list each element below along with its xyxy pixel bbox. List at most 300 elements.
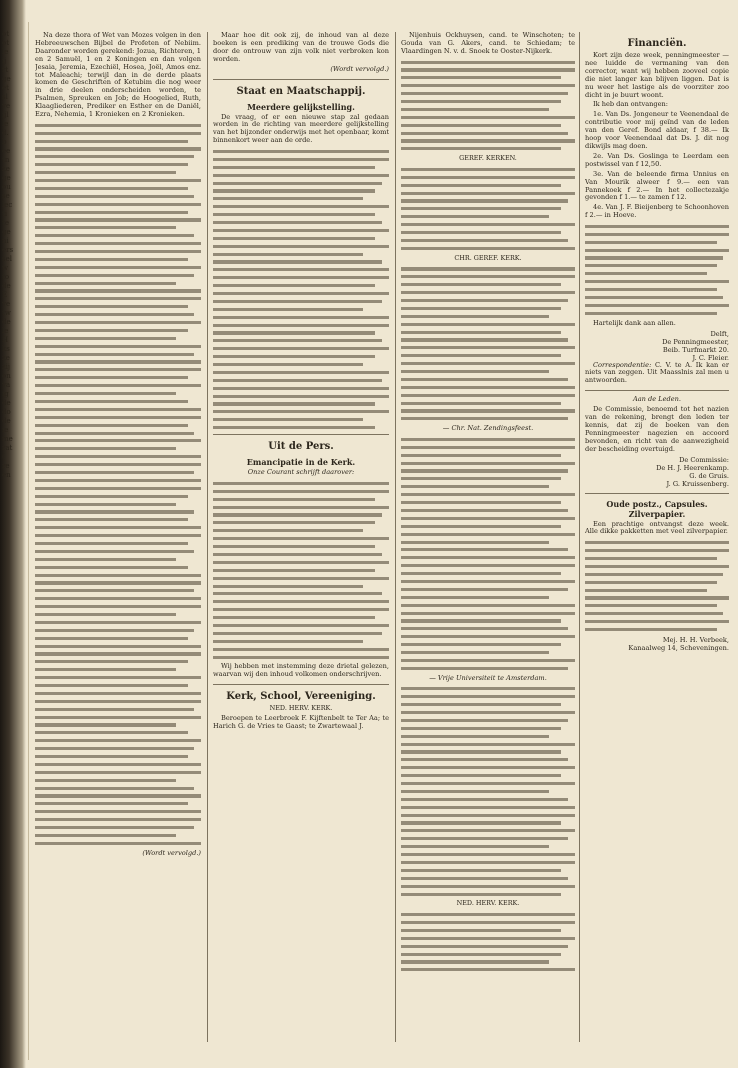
printed-text-line: [401, 176, 575, 179]
printed-text-line: [35, 218, 201, 221]
printed-text-line: [585, 280, 729, 283]
left-fragment-text: de: [2, 282, 11, 290]
printed-text-line: [35, 266, 201, 269]
printed-text-line: [35, 637, 188, 640]
printed-text-line: [585, 249, 729, 252]
printed-text-line: [213, 229, 389, 232]
printed-text-line: [213, 150, 389, 153]
kerk-text: Beroepen te Leerbroek F. Kijftenbelt te Ter Aa; te Harich G. de Vries te Gaast; te Zwartewaal J.: [213, 714, 389, 731]
printed-text-line: [213, 158, 389, 161]
printed-text-line: [35, 203, 201, 206]
printed-text-line: [401, 596, 549, 599]
printed-text-line: [35, 566, 188, 569]
left-fragment-text: ve: [2, 300, 11, 308]
printed-text-line: [401, 346, 575, 349]
printed-text-line: [401, 612, 575, 615]
printed-text-line: [213, 632, 382, 635]
printed-text-line: [213, 379, 382, 382]
printed-text-line: [35, 455, 201, 458]
pers-subheading: Emancipatie in de Kerk.: [246, 457, 356, 468]
financien-intro: Kort zijn deze week, penningmeester — nee luidde de vermaning van den corrector, want wij hebben zooveel copie die niet langer kan blijven liggen. Dat is nu weer het lastige als de voorziter zoo dicht in je buurt woont.: [585, 51, 729, 99]
left-fragment-text: ig: [2, 390, 9, 398]
printed-text-line: [35, 526, 201, 529]
staat-intro: De vraag, of er een nieuwe stap zal gedaan worden in de richting van meerdere gelijkstelling van het bijzonder onderwijs met het openbaar, komt binnenkort weer aan de orde.: [213, 112, 389, 145]
printed-text-line: [213, 648, 389, 651]
printed-text-line: [401, 953, 561, 956]
printed-text-line: [401, 929, 561, 932]
left-fragment-text: ve: [2, 102, 11, 110]
printed-text-line: [401, 564, 575, 567]
col1-intro: Na deze thora of Wet van Mozes volgen in den Hebreeuwschen Bijbel de Profeten of Nebiim. Daaronder worden gerekend: Jozua, Richteren, 1 en 2 Samuël, 1 en 2 Koningen en dan volgen Jesaia, Jeremia, Ezechiël, Hosea, Joël, Amos enz. tot Maleachi; terwijl dan in de derde plaats komen de Geschriften of Ketubim die nog weer in drie deelen onderscheiden worden, te Psalmen, Spreuken en Job; de Hoogelied, Ruth, Klaagliederen, Prediker en Esther en de Daniël, Ezra, Nehemia, 1 Kronieken en 2 Kronieken.: [35, 32, 201, 119]
printed-text-line: [35, 739, 201, 742]
left-fragment-text: w: [2, 264, 8, 272]
col3-text-lines-c: [401, 267, 575, 420]
printed-text-line: [401, 370, 549, 373]
printed-text-line: [585, 581, 717, 584]
printed-text-line: [35, 155, 194, 158]
treasurer-address: Beib. Turfmarkt 20.: [662, 345, 729, 354]
commission-member: J. G. Kruissenberg.: [666, 479, 729, 488]
printed-text-line: [35, 124, 201, 127]
printed-text-line: [401, 525, 561, 528]
separator: [585, 390, 729, 391]
printed-text-line: [35, 558, 176, 561]
treasurer-name: J. C. Fleier.: [692, 353, 729, 362]
printed-text-line: [213, 395, 389, 398]
treasurer-place: Delft,: [710, 329, 729, 338]
printed-text-line: [401, 921, 575, 924]
printed-text-line: [401, 509, 568, 512]
printed-text-line: [35, 613, 176, 616]
printed-text-line: [401, 76, 561, 79]
printed-text-line: [401, 766, 575, 769]
printed-text-line: [35, 234, 194, 237]
printed-text-line: [213, 545, 375, 548]
printed-text-line: [401, 386, 575, 389]
printed-text-line: [585, 612, 723, 615]
column-rule: [579, 32, 580, 1042]
left-fragment-text: va: [2, 381, 11, 389]
printed-text-line: [585, 604, 717, 607]
printed-text-line: [401, 323, 575, 326]
left-fragment-text: le: [2, 327, 9, 335]
printed-text-line: [35, 479, 201, 482]
column-4: [585, 32, 729, 1052]
printed-text-line: [35, 708, 194, 711]
separator: [213, 79, 389, 80]
printed-text-line: [35, 779, 176, 782]
printed-text-line: [401, 223, 575, 226]
printed-text-line: [401, 667, 568, 670]
printed-text-line: [401, 378, 568, 381]
printed-text-line: [401, 331, 561, 334]
left-fragment-text: re: [2, 462, 10, 470]
printed-text-line: [401, 651, 549, 654]
printed-text-line: [35, 353, 194, 356]
printed-text-line: [585, 233, 729, 236]
printed-text-line: [35, 629, 194, 632]
printed-text-line: [401, 299, 568, 302]
printed-text-line: [35, 187, 188, 190]
commission-member: G. de Gruis.: [689, 471, 729, 480]
printed-text-line: [401, 913, 575, 916]
printed-text-line: [585, 312, 717, 315]
printed-text-line: [585, 288, 717, 291]
printed-text-line: [401, 517, 575, 520]
separator: [585, 493, 729, 494]
left-fragment-text: lec: [2, 201, 13, 209]
printed-text-line: [401, 338, 568, 341]
printed-text-line: [401, 84, 575, 87]
printed-text-line: [401, 945, 568, 948]
printed-text-line: [213, 640, 363, 643]
printed-text-line: [401, 960, 549, 963]
printed-text-line: [35, 834, 176, 837]
newspaper-sheet: [28, 22, 729, 1060]
left-fragment-text: ti: [2, 210, 8, 218]
received-intro: Ik heb dan ontvangen:: [593, 100, 669, 109]
printed-text-line: [213, 624, 389, 627]
printed-text-line: [35, 282, 176, 285]
printed-text-line: [401, 798, 568, 801]
printed-text-line: [35, 424, 188, 427]
printed-text-line: [35, 794, 201, 797]
printed-text-line: [35, 581, 201, 584]
left-fragment-text: sl: [2, 93, 8, 101]
printed-text-line: [213, 482, 389, 485]
printed-text-line: [401, 291, 575, 294]
printed-text-line: [35, 471, 194, 474]
printed-text-line: [401, 493, 575, 496]
left-fragment-text: rat: [2, 444, 13, 452]
printed-text-line: [35, 321, 201, 324]
left-fragment-text: en: [2, 471, 11, 479]
printed-text-line: [401, 68, 575, 71]
printed-text-line: [401, 116, 575, 119]
printed-text-line: [401, 275, 575, 278]
printed-text-line: [585, 565, 729, 568]
printed-text-line: [401, 92, 568, 95]
printed-text-line: [401, 108, 549, 111]
printed-text-line: [401, 469, 568, 472]
printed-text-line: [213, 324, 389, 327]
printed-text-line: [35, 258, 188, 261]
printed-text-line: [35, 337, 176, 340]
column-rule: [395, 32, 396, 1042]
printed-text-line: [401, 402, 561, 405]
printed-text-line: [35, 731, 188, 734]
final-signature-name: Mej. H. H. Verbeek,: [662, 635, 729, 644]
left-fragment-text: ijl: [2, 111, 9, 119]
printed-text-line: [401, 719, 568, 722]
printed-text-line: [401, 215, 549, 218]
col3-top-text: Nijenhuis Ockhuysen, cand. te Winschoten; te Gouda van G. Akers, cand. te Schiedam; te Vlaardingen N. v. d. Snoek te Ooster-Nijkerk.: [401, 32, 575, 55]
printed-text-line: [213, 292, 389, 295]
printed-text-line: [35, 242, 201, 245]
col3-text-lines-d: [401, 438, 575, 670]
left-fragment-text: te: [2, 219, 9, 227]
printed-text-line: [35, 132, 201, 135]
printed-text-line: [401, 501, 561, 504]
printed-text-line: [401, 937, 575, 940]
left-fragment-text: ks: [2, 345, 10, 353]
left-fragment-text: ie: [2, 426, 9, 434]
printed-text-line: [35, 447, 176, 450]
printed-text-line: [35, 605, 201, 608]
printed-text-line: [213, 402, 375, 405]
printed-text-line: [35, 408, 201, 411]
printed-text-line: [401, 394, 575, 397]
printed-text-line: [35, 684, 188, 687]
printed-text-line: [401, 477, 561, 480]
printed-text-line: [35, 329, 188, 332]
col2-continued: (Wordt vervolgd.): [330, 64, 389, 73]
printed-text-line: [401, 643, 561, 646]
printed-text-line: [213, 506, 389, 509]
univ-heading: — Vrije Universiteit te Amsterdam.: [429, 673, 547, 682]
printed-text-line: [35, 692, 201, 695]
printed-text-line: [35, 518, 188, 521]
printed-text-line: [35, 439, 201, 442]
column-3: [401, 32, 575, 1052]
printed-text-line: [213, 260, 382, 263]
printed-text-line: [401, 588, 568, 591]
printed-text-line: [401, 703, 561, 706]
received-item: 2e. Van Ds. Goslinga te Leerdam een postwissel van f 12,50.: [585, 151, 729, 168]
printed-text-line: [35, 274, 194, 277]
printed-text-line: [213, 253, 363, 256]
printed-text-line: [401, 485, 549, 488]
col3-text-lines-e: [401, 687, 575, 895]
left-fragment-text: H: [2, 336, 9, 344]
printed-text-line: [401, 861, 575, 864]
printed-text-line: [213, 308, 363, 311]
pers-close: Wij hebben met instemming deze drietal gelezen, waarvan wij den inhoud volkomen onderschrijven.: [213, 662, 389, 679]
printed-text-line: [213, 513, 382, 516]
printed-text-line: [401, 207, 561, 210]
staat-heading: Staat en Maatschappij.: [236, 85, 366, 97]
printed-text-line: [213, 569, 375, 572]
printed-text-line: [213, 339, 382, 342]
printed-text-line: [401, 695, 575, 698]
left-fragment-text: to: [2, 273, 10, 281]
printed-text-line: [401, 184, 561, 187]
left-fragment-text: ij: [2, 57, 7, 65]
left-fragment-text: ge: [2, 75, 11, 83]
printed-text-line: [213, 245, 389, 248]
printed-text-line: [35, 645, 201, 648]
left-fragment-text: rt: [2, 66, 9, 74]
left-fragment-text: tn: [2, 156, 10, 164]
left-fragment-text: d.: [2, 129, 9, 137]
printed-text-line: [213, 553, 382, 556]
printed-text-line: [213, 426, 375, 429]
printed-text-line: [401, 837, 568, 840]
printed-text-line: [35, 171, 176, 174]
printed-text-line: [213, 387, 389, 390]
left-fragment-text: ge: [2, 228, 11, 236]
printed-text-line: [401, 869, 561, 872]
financien-text-lines: [585, 225, 729, 315]
printed-text-line: [35, 147, 201, 150]
printed-text-line: [213, 276, 389, 279]
printed-text-line: [35, 826, 194, 829]
col3-text-lines-b: [401, 168, 575, 250]
printed-text-line: [35, 747, 194, 750]
printed-text-line: [213, 521, 375, 524]
printed-text-line: [401, 231, 561, 234]
printed-text-line: [35, 660, 188, 663]
printed-text-line: [213, 316, 389, 319]
printed-text-line: [35, 211, 188, 214]
printed-text-line: [35, 297, 201, 300]
left-fragment-text: de: [2, 399, 11, 407]
column-1: [35, 32, 201, 1052]
printed-text-line: [213, 561, 389, 564]
printed-text-line: [401, 790, 549, 793]
printed-text-line: [401, 604, 575, 607]
printed-text-line: [401, 147, 561, 150]
printed-text-line: [213, 371, 389, 374]
staat-text-lines: [213, 150, 389, 429]
printed-text-line: [35, 503, 176, 506]
printed-text-line: [401, 627, 568, 630]
printed-text-line: [213, 347, 389, 350]
printed-text-line: [585, 264, 717, 267]
printed-text-line: [35, 550, 194, 553]
printed-text-line: [401, 417, 568, 420]
printed-text-line: [401, 307, 561, 310]
printed-text-line: [401, 409, 575, 412]
printed-text-line: [585, 272, 707, 275]
left-fragment-text: et: [2, 84, 9, 92]
separator: [213, 684, 389, 685]
col1-continued: (Wordt vervolgd.): [142, 848, 201, 857]
printed-text-line: [401, 829, 575, 832]
financien-heading: Financiën.: [627, 38, 687, 49]
printed-text-line: [35, 510, 194, 513]
printed-text-line: [401, 462, 575, 465]
column-2: [213, 32, 389, 1052]
printed-text-line: [35, 250, 201, 253]
printed-text-line: [585, 596, 729, 599]
printed-text-line: [35, 810, 201, 813]
printed-text-line: [585, 256, 723, 259]
printed-text-line: [401, 239, 568, 242]
printed-text-line: [35, 313, 194, 316]
col1-text-lines: [35, 124, 201, 845]
printed-text-line: [401, 267, 575, 270]
left-fragment-text: ot: [2, 39, 10, 47]
left-fragment-text: le: [2, 120, 9, 128]
printed-text-line: [35, 368, 201, 371]
printed-text-line: [401, 572, 561, 575]
cut-left-column-fragments: [2, 30, 24, 480]
column-rule: [207, 32, 208, 1042]
printed-text-line: [213, 189, 375, 192]
left-fragment-text: do: [2, 408, 11, 416]
left-fragment-text: ot: [2, 30, 10, 38]
thanks-line: Hartelijk dank aan allen.: [593, 318, 676, 327]
printed-text-line: [585, 549, 729, 552]
printed-text-line: [585, 296, 723, 299]
printed-text-line: [213, 197, 363, 200]
printed-text-line: [401, 247, 575, 250]
zending-label: — Chr. Nat. Zendingsfeest.: [442, 424, 534, 433]
printed-text-line: [213, 166, 375, 169]
printed-text-line: [401, 845, 549, 848]
oude-heading: Oude postz., Capsules. Zilverpapier.: [606, 498, 708, 519]
printed-text-line: [401, 454, 561, 457]
printed-text-line: [585, 541, 729, 544]
commission-member: De H. J. Heerenkamp.: [656, 463, 729, 472]
left-fragment-text: ze: [2, 165, 10, 173]
printed-text-line: [213, 410, 389, 413]
printed-text-line: [585, 589, 707, 592]
printed-text-line: [213, 498, 375, 501]
printed-text-line: [35, 289, 201, 292]
printed-text-line: [585, 573, 723, 576]
printed-text-line: [401, 199, 568, 202]
printed-text-line: [35, 802, 188, 805]
printed-text-line: [35, 818, 201, 821]
printed-text-line: [585, 241, 717, 244]
printed-text-line: [401, 580, 575, 583]
printed-text-line: [35, 534, 201, 537]
pers-source: Onze Courant schrijft daarover:: [247, 468, 355, 477]
kerk-subheading: NED. HERV. KERK.: [269, 704, 333, 713]
printed-text-line: [35, 305, 188, 308]
left-fragment-text: ou: [2, 183, 11, 191]
printed-text-line: [35, 597, 201, 600]
printed-text-line: [401, 124, 561, 127]
printed-text-line: [35, 163, 188, 166]
left-fragment-text: me: [2, 435, 13, 443]
printed-text-line: [213, 300, 382, 303]
printed-text-line: [35, 226, 176, 229]
printed-text-line: [35, 621, 201, 624]
printed-text-line: [213, 355, 375, 358]
left-fragment-text: ze: [2, 354, 10, 362]
left-fragment-text: on: [2, 372, 11, 380]
printed-text-line: [401, 806, 575, 809]
printed-text-line: [401, 774, 561, 777]
printed-text-line: [35, 771, 201, 774]
printed-text-line: [401, 362, 575, 365]
printed-text-line: [401, 635, 575, 638]
printed-text-line: [585, 304, 729, 307]
left-fragment-text: tw: [2, 309, 11, 317]
printed-text-line: [213, 585, 363, 588]
col2-top-text: Maar hoe dit ook zij, de inhoud van al deze boeken is een prediking van de trouwe Gods die door de ontrouw van zijn volk niet verbroken kon worden.: [213, 32, 389, 63]
printed-text-line: [213, 577, 389, 580]
printed-text-line: [401, 548, 568, 551]
left-fragment-text: (: [2, 453, 5, 461]
printed-text-line: [213, 490, 389, 493]
oude-text-lines: [585, 541, 729, 631]
printed-text-line: [35, 487, 201, 490]
printed-text-line: [213, 174, 389, 177]
printed-text-line: [401, 315, 549, 318]
printed-text-line: [401, 446, 575, 449]
staat-subheading: Meerdere gelijkstelling.: [247, 101, 355, 112]
printed-text-line: [35, 723, 176, 726]
printed-text-line: [35, 360, 201, 363]
left-fragment-text: ge: [2, 174, 11, 182]
left-fragment-text: b: [2, 138, 7, 146]
pers-heading: Uit de Pers.: [268, 441, 334, 453]
printed-text-line: [401, 556, 575, 559]
